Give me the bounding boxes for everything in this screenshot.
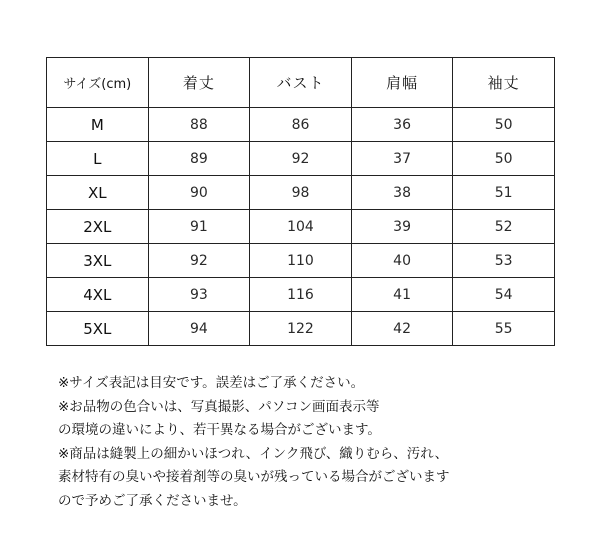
column-header-bust: バスト [250, 58, 352, 108]
length-cell: 93 [148, 278, 250, 312]
size-label: 5XL [47, 312, 149, 346]
note-line: ※サイズ表記は目安です。誤差はご了承ください。 [58, 375, 365, 391]
sleeve-cell: 55 [453, 312, 555, 346]
shoulder-cell: 38 [351, 176, 453, 210]
shoulder-cell: 41 [351, 278, 453, 312]
length-cell: 92 [148, 244, 250, 278]
note-line: の環境の違いにより、若干異なる場合がございます。 [58, 422, 381, 438]
table-header-row [47, 58, 555, 108]
size-label: 4XL [47, 278, 149, 312]
size-label: L [47, 142, 149, 176]
note-line: ※お品物の色合いは、写真撮影、パソコン画面表示等 [58, 398, 380, 415]
size-table [46, 57, 555, 346]
shoulder-cell: 39 [351, 210, 453, 244]
column-header-length: 着丈 [148, 58, 250, 108]
notes-block [58, 372, 588, 513]
bust-cell: 104 [250, 210, 352, 244]
shoulder-cell: 37 [351, 142, 453, 176]
note-line: 素材特有の臭いや接着剤等の臭いが残っている場合がございます [58, 469, 450, 485]
length-cell: 91 [148, 210, 250, 244]
bust-cell: 110 [250, 244, 352, 278]
shoulder-cell: 40 [351, 244, 453, 278]
size-label: 3XL [47, 244, 149, 278]
bust-cell: 116 [250, 278, 352, 312]
bust-cell: 92 [250, 142, 352, 176]
column-header-size: サイズ(cm) [47, 58, 149, 108]
length-cell: 89 [148, 142, 250, 176]
length-cell: 90 [148, 176, 250, 210]
shoulder-cell: 36 [351, 108, 453, 142]
size-label: XL [47, 176, 149, 210]
table-row [47, 108, 555, 142]
sleeve-cell: 54 [453, 278, 555, 312]
table-row [47, 142, 555, 176]
sleeve-cell: 52 [453, 210, 555, 244]
table-row [47, 312, 555, 346]
column-header-shoulder: 肩幅 [351, 58, 453, 108]
table-row [47, 278, 555, 312]
shoulder-cell: 42 [351, 312, 453, 346]
note-line: ので予めご了承くださいませ。 [58, 492, 247, 509]
sleeve-cell: 51 [453, 176, 555, 210]
sleeve-cell: 53 [453, 244, 555, 278]
length-cell: 94 [148, 312, 250, 346]
note-line: ※商品は縫製上の細かいほつれ、インク飛び、織りむら、汚れ、 [58, 445, 449, 462]
table-row [47, 176, 555, 210]
sleeve-cell: 50 [453, 108, 555, 142]
table-row [47, 210, 555, 244]
bust-cell: 122 [250, 312, 352, 346]
size-label: M [47, 108, 149, 142]
column-header-sleeve: 袖丈 [453, 58, 555, 108]
sleeve-cell: 50 [453, 142, 555, 176]
bust-cell: 98 [250, 176, 352, 210]
bust-cell: 86 [250, 108, 352, 142]
table-row [47, 244, 555, 278]
size-label: 2XL [47, 210, 149, 244]
length-cell: 88 [148, 108, 250, 142]
